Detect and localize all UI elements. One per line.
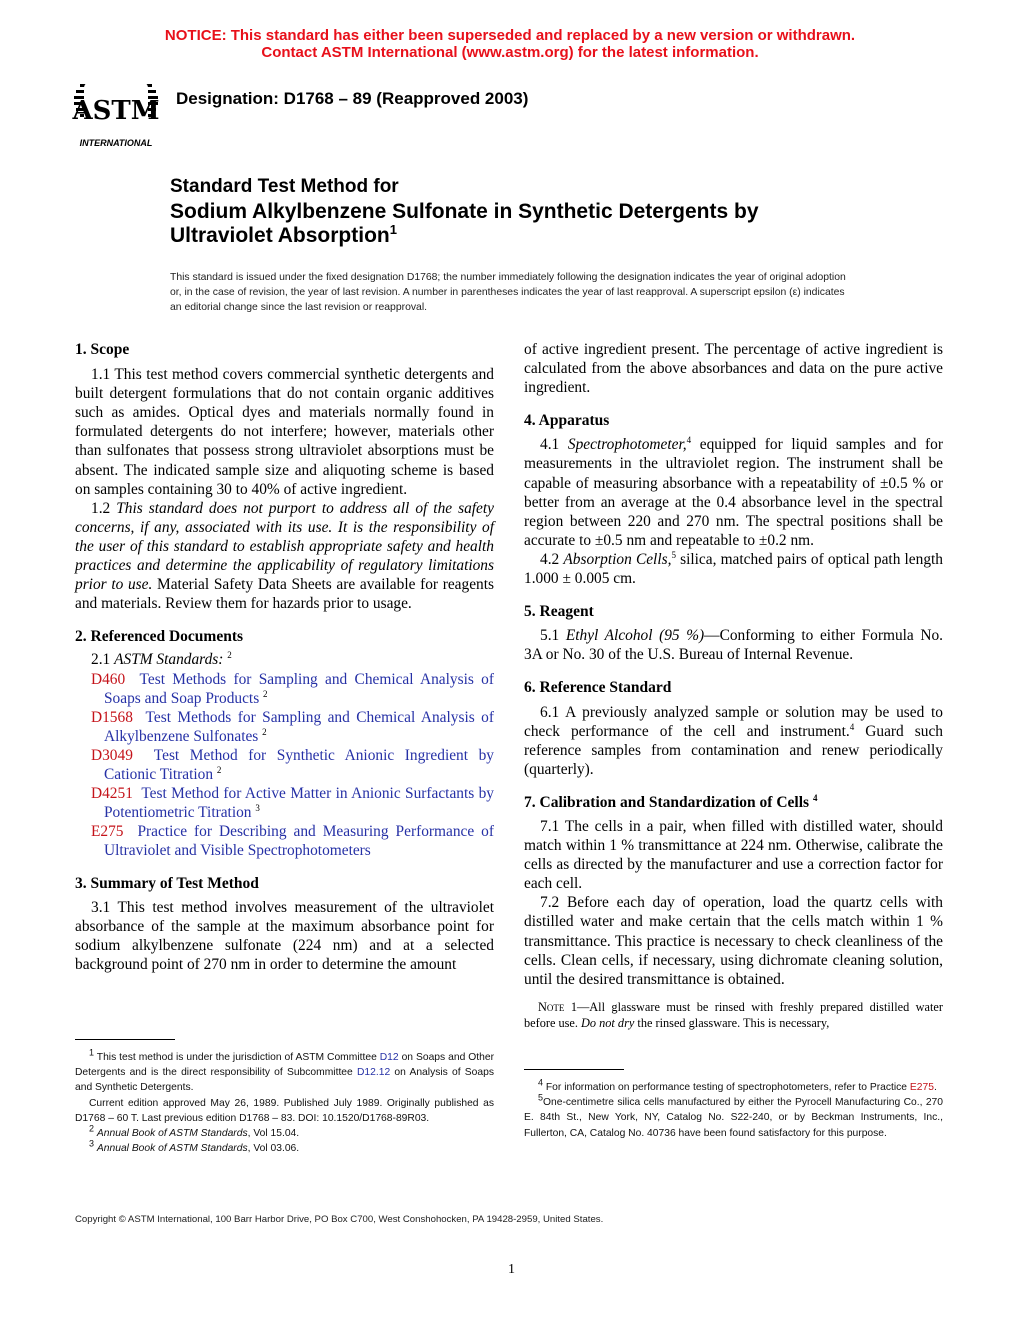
- title-line-3: Ultraviolet Absorption$^1$: [170, 222, 397, 247]
- title-line-2: Sodium Alkylbenzene Sulfonate in Synthetic Detergents by: [170, 200, 759, 223]
- footnotes-right: [524, 1077, 943, 1141]
- footnote-rule-left: [75, 1039, 175, 1040]
- page-number: 1: [508, 1262, 515, 1277]
- committee-link[interactable]: D12: [379, 1052, 399, 1063]
- title-line-1: Standard Test Method for: [170, 176, 399, 197]
- footnote-4: $^4$ For information on performance testing of spectrophotometers, refer to Practice E275.: [538, 1077, 937, 1093]
- paragraph-3-1-continued: of active ingredient present. The percentage of active ingredient is calculated from the above absorbances and data on the pure active ingredient.: [524, 341, 943, 397]
- issued-note: This standard is issued under the fixed designation D1768; the number immediately following the designation indicates the year of original adoption or, in the case of revision, the year of last revision. A number in parentheses indicates the year of last reapproval. A superscript epsilon (ε) indicates an editorial change since the last revision or reapproval.: [170, 272, 846, 313]
- right-column: [524, 340, 943, 1032]
- copyright: Copyright © ASTM International, 100 Barr Harbor Drive, PO Box C700, West Conshohocken, PA 19428-2959, United States.: [75, 1214, 604, 1225]
- paragraph-7-2: 7.2 Before each day of operation, load the quartz cells with distilled water and make certain that the cells match within 1 % transmittance. This practice is necessary to check cleanliness of the cells. Clean cells, if necessary, using dichromate cleaning solution, until the desired transmittance is obtained.: [524, 894, 943, 988]
- reference-link[interactable]: D3049 Test Method for Synthetic Anionic Ingredient by Cationic Titration $^2$: [91, 746, 494, 783]
- logo-letters: ASTM: [72, 96, 160, 126]
- section-heading-reference-standard: 6. Reference Standard: [524, 679, 672, 697]
- footnotes-left: [75, 1047, 494, 1156]
- notice-line-1: NOTICE: This standard has either been superseded and replaced by a new version or withdrawn.: [164, 27, 856, 44]
- paragraph-6-1: 6.1 A previously analyzed sample or solution may be used to check performance of the cell and instrument.$^4$ Guard such reference samples from contamination and renew periodically (quarterly).: [524, 703, 944, 778]
- section-heading-summary: 3. Summary of Test Method: [75, 875, 259, 893]
- designation: Designation: D1768 – 89 (Reapproved 2003): [176, 89, 529, 108]
- paragraph-3-1: 3.1 This test method involves measurement of the ultraviolet absorbance of the sample at the maximum absorbance point for sodium alkylbenzene sulfonate (224 nm) and at a selected background point of 270 nm in order to determine the amount: [75, 898, 494, 973]
- section-heading-scope: 1. Scope: [75, 341, 130, 358]
- section-heading-referenced-documents: 2. Referenced Documents: [75, 628, 244, 646]
- reference-link[interactable]: D4251 Test Method for Active Matter in Anionic Surfactants by Potentiometric Titration $^3$: [91, 785, 495, 822]
- paragraph-5-1: 5.1 Ethyl Alcohol (95 %)—Conforming to either Formula No. 3A or No. 30 of the U.S. Bureau of Internal Revenue.: [524, 627, 943, 664]
- section-heading-reagent: 5. Reagent: [524, 603, 594, 621]
- paragraph-4-1: 4.1 Spectrophotometer,$^4$ equipped for liquid samples and for measurements in the ultraviolet region. The instrument shall be capable of measuring absorbance with a repeatability of ±0.5 % or better from an average at the 0.4 absorbance level in the spectral region between 220 and 270 nm. The spectral positions shall be accurate to ±0.5 nm and repeatable to ±0.2 nm.: [524, 435, 943, 549]
- logo-caption: INTERNATIONAL: [79, 138, 153, 148]
- notice-line-2: Contact ASTM International (www.astm.org) for the latest information.: [261, 44, 759, 61]
- astm-logo: [70, 78, 162, 150]
- footnote-2: $^2$ Annual Book of ASTM Standards, Vol 15.04.: [89, 1123, 300, 1140]
- paragraph-2-1: 2.1 ASTM Standards: $^2$: [91, 650, 232, 669]
- section-heading-apparatus: 4. Apparatus: [524, 412, 610, 430]
- paragraph-1-1: 1.1 This test method covers commercial synthetic detergents and built detergent formulations that do not contain organic additives such as amides. Optical dyes and materials normally found in formulated detergents do not interfere; however, materials other than sulfonates that possess strong ultraviolet absorptions must be absent. The indicated sample size and aliquoting scheme is based on samples containing 30 to 40% of active ingredient.: [75, 366, 494, 498]
- practice-e275-link[interactable]: E275: [909, 1082, 934, 1093]
- paragraph-7-1: 7.1 The cells in a pair, when filled with distilled water, should match within 1 % transmittance at 224 nm. Otherwise, calibrate the cells as directed by the manufacturer and use a correction factor for each cell.: [524, 817, 943, 893]
- footnote-3: $^3$ Annual Book of ASTM Standards, Vol 03.06.: [89, 1138, 300, 1155]
- footnote-rule-right: [524, 1069, 624, 1070]
- left-column: [75, 340, 494, 974]
- subcommittee-link[interactable]: D12.12: [356, 1067, 391, 1079]
- reference-link[interactable]: D1568 Test Methods for Sampling and Chemical Analysis of Alkylbenzene Sulfonates $^2$: [91, 708, 494, 745]
- footnote-5: $^5$One-centimetre silica cells manufactured by either the Pyrocell Manufacturing Co., 270 E. 84th St., New York, NY, Catalog No. S22-240, or by Beckman Instruments, Inc., Fullerton, CA, Catalog No. 40736 have been found satisfactory for this purpose.: [524, 1092, 943, 1139]
- footnote-1-edition: Current edition approved May 26, 1989. Published July 1989. Originally published as D1768 – 60 T. Last previous edition D1768 – 83. DOI: 10.1520/D1768-89R03.: [75, 1097, 494, 1124]
- reference-link[interactable]: D460 Test Methods for Sampling and Chemical Analysis of Soaps and Soap Products $^2$: [91, 670, 494, 707]
- paragraph-4-2: 4.2 Absorption Cells,$^5$ silica, matched pairs of optical path length 1.000 ± 0.005 cm.: [524, 549, 943, 588]
- section-heading-calibration: 7. Calibration and Standardization of Cells $^4$: [524, 792, 818, 811]
- paragraph-1-2: 1.2 This standard does not purport to address all of the safety concerns, if any, associated with its use. It is the responsibility of the user of this standard to establish appropriate safety and health practices and determine the applicability of regulatory limitations prior to use. Material Safety Data Sheets are available for reagents and materials. Review them for hazards prior to usage.: [75, 499, 494, 613]
- footnote-1: $^1$ This test method is under the jurisdiction of ASTM Committee D12 on Soaps and Other Detergents and is the direct responsibility of Subcommittee D12.12 on Analysis of Soaps and Synthetic Detergents.: [75, 1047, 494, 1094]
- astm-logo-icon: [70, 78, 162, 150]
- reference-link[interactable]: E275 Practice for Describing and Measuring Performance of Ultraviolet and Visible Spectrophotometers: [91, 823, 494, 860]
- note-1: Note 1—All glassware must be rinsed with freshly prepared distilled water before use. Do not dry the rinsed glassware. This is necessary,: [524, 999, 943, 1031]
